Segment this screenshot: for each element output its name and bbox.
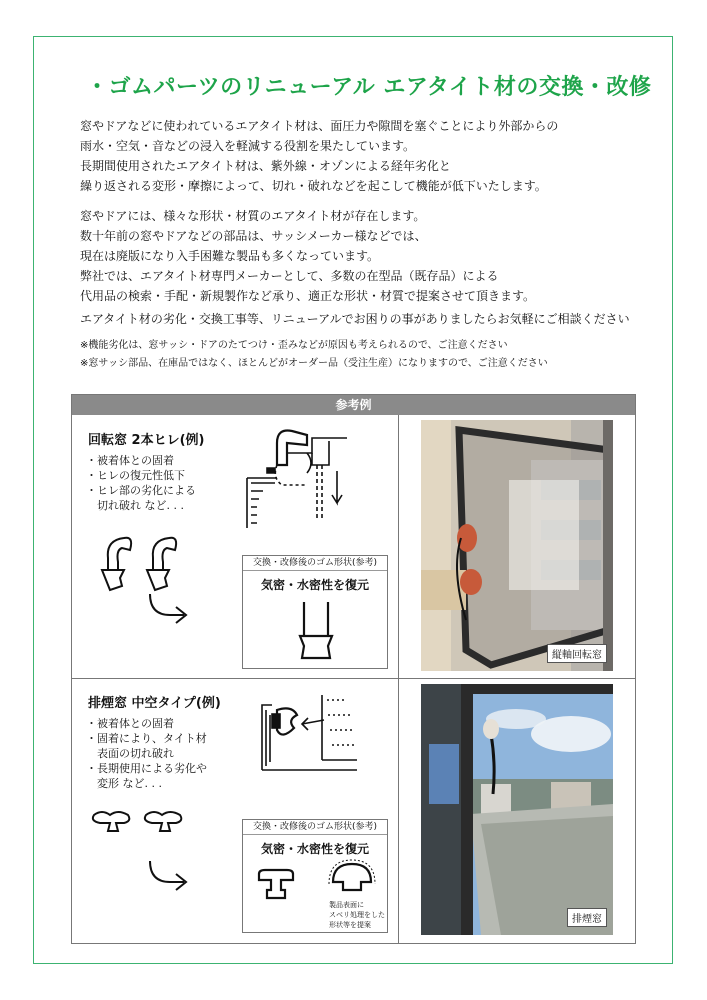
coating-note xyxy=(329,900,385,930)
bullet-item: ・ヒレ部の劣化による xyxy=(86,484,196,497)
coated-gasket-icon xyxy=(327,860,377,896)
page-title: ・ゴムパーツのリニューアル エアタイト材の交換・改修 xyxy=(86,75,652,100)
bullet-item: 切れ破れ など. . . xyxy=(86,499,184,512)
after-label: 交換・改修後のゴム形状(参考) xyxy=(243,820,387,835)
bullet-item: 変形 など. . . xyxy=(86,777,162,790)
note-line: スベリ処理をした xyxy=(329,911,385,919)
bullet-item: ・ヒレの復元性低下 xyxy=(86,469,185,482)
bullet-item: 表面の切れ破れ xyxy=(86,747,174,760)
text-line: 窓やドアなどに使われているエアタイト材は、面圧力や隙間を塞ぐことにより外部からの xyxy=(80,119,559,133)
arrow-icon xyxy=(146,590,196,630)
case2-old-gasket-icons xyxy=(88,807,198,847)
text-line: 雨水・空気・音などの浸入を軽減する役割を果たしています。 xyxy=(80,139,416,153)
note-line: 製品表面に xyxy=(329,901,364,909)
case2-title: 排煙窓 中空タイプ(例) xyxy=(88,696,221,711)
photo-illustration xyxy=(421,420,613,671)
case1-after-box xyxy=(242,555,388,669)
new-gasket-icon xyxy=(296,598,336,663)
case2-photo xyxy=(421,684,613,935)
note-line: ※機能劣化は、窓サッシ・ドアのたてつけ・歪みなどが原因も考えられるので、ご注意ください xyxy=(80,340,508,351)
case2-bullets xyxy=(86,716,207,791)
text-line: 数十年前の窓やドアなどの部品は、サッシメーカー様などでは、 xyxy=(80,229,427,243)
bullet-item: ・被着体との固着 xyxy=(86,717,174,730)
note-line: 形状等を提案 xyxy=(329,921,371,929)
column-divider xyxy=(398,415,399,944)
after-label: 交換・改修後のゴム形状(参考) xyxy=(243,556,387,571)
case1-photo-caption: 縦軸回転窓 xyxy=(547,644,607,663)
case2-photo-caption: 排煙窓 xyxy=(567,908,607,927)
text-line: 窓やドアには、様々な形状・材質のエアタイト材が存在します。 xyxy=(80,209,426,223)
text-line: 代用品の検索・手配・新規製作など承り、適正な形状・材質で提案させて頂きます。 xyxy=(80,289,536,303)
text-line: 弊社では、エアタイト材専門メーカーとして、多数の在型品（既存品）による xyxy=(80,269,499,283)
arrow-icon xyxy=(146,857,196,897)
section-divider xyxy=(72,678,635,679)
note-line: ※窓サッシ部品、在庫品ではなく、ほとんどがオーダー品（受注生産）になりますので、ご注意ください xyxy=(80,358,548,369)
reference-section xyxy=(71,394,636,944)
case1-title: 回転窓 2本ヒレ(例) xyxy=(88,433,205,448)
intro-paragraph-2 xyxy=(80,206,535,306)
case1-bullets xyxy=(86,453,196,513)
case1-section-diagram xyxy=(237,423,357,528)
intro-paragraph-1 xyxy=(80,116,558,196)
reference-header: 参考例 xyxy=(72,395,635,415)
text-line: 現在は廃版になり入手困難な製品も多くなっています。 xyxy=(80,249,380,263)
photo-illustration xyxy=(421,684,613,935)
bullet-item: ・固着により、タイト材 xyxy=(86,732,207,745)
bullet-item: ・長期使用による劣化や xyxy=(86,762,207,775)
case2-section-diagram xyxy=(242,690,362,780)
new-gasket-icon xyxy=(255,868,297,904)
after-headline: 気密・水密性を復元 xyxy=(260,842,369,856)
text-line: 繰り返される変形・摩擦によって、切れ・破れなどを起こして機能が低下いたします。 xyxy=(80,179,547,193)
notes xyxy=(80,337,548,373)
case1-photo xyxy=(421,420,613,671)
after-headline: 気密・水密性を復元 xyxy=(260,578,369,592)
text-line: 長期間使用されたエアタイト材は、紫外線・オゾンによる経年劣化と xyxy=(80,159,451,173)
case2-after-box xyxy=(242,819,388,933)
consultation-text: エアタイト材の劣化・交換工事等、リニューアルでお困りの事がありましたらお気軽にご相談ください xyxy=(80,312,630,326)
bullet-item: ・被着体との固着 xyxy=(86,454,174,467)
